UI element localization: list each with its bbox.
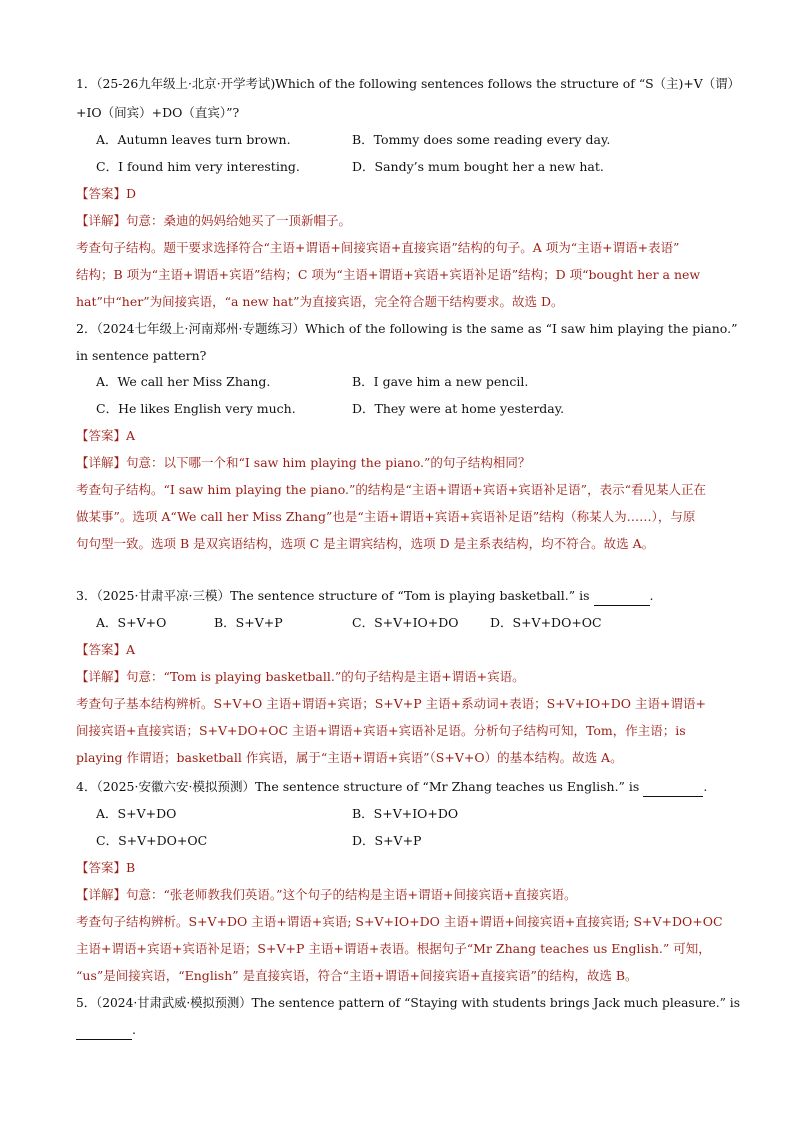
question-3-option-d: D．S+V+DO+OC bbox=[490, 615, 602, 630]
question-1-option-d: D．Sandy’s mum bought her a new hat. bbox=[352, 159, 604, 174]
question-3-option-a: A．S+V+O bbox=[96, 615, 167, 630]
question-5-stem: 5．（2024·甘肃武威·模拟预测）The sentence pattern of “Staying with students brings Jack much pleasure.” is bbox=[76, 995, 740, 1010]
question-4-detail-line: 考查句子结构辨析。S+V+DO 主语+谓语+宾语; S+V+IO+DO 主语+谓语+间接宾语+直接宾语; S+V+DO+OC bbox=[76, 914, 723, 929]
question-3-detail-heading: 【详解】句意：“Tom is playing basketball.”的句子结构是主语+谓语+宾语。 bbox=[76, 669, 525, 684]
question-4-stem bbox=[76, 778, 707, 797]
question-1-detail-line: 结构；B 项为“主语+谓语+宾语”结构；C 项为“主语+谓语+宾语+宾语补足语”结构；D 项“bought her a new bbox=[76, 267, 701, 282]
question-2-option-b: B．I gave him a new pencil. bbox=[352, 374, 529, 389]
question-1-detail-line: hat”中“her”为间接宾语，“a new hat”为直接宾语，完全符合题干结构要求。故选 D。 bbox=[76, 294, 564, 309]
question-5-stem-cont bbox=[76, 1021, 136, 1040]
answer-blank bbox=[594, 587, 650, 606]
answer-blank bbox=[643, 778, 703, 797]
question-5-stem-end: . bbox=[132, 1022, 136, 1037]
question-2-stem: 2．（2024七年级上·河南郑州·专题练习）Which of the following is the same as “I saw him playing the piano.” bbox=[76, 321, 738, 336]
question-2-detail-heading: 【详解】句意：以下哪一个和“I saw him playing the piano.”的句子结构相同？ bbox=[76, 455, 531, 470]
question-3-detail-line: 间接宾语+直接宾语；S+V+DO+OC 主语+谓语+宾语+宾语补足语。分析句子结构可知，Tom，作主语；is bbox=[76, 723, 686, 738]
question-4-stem-end: . bbox=[703, 779, 708, 794]
question-4-option-d: D．S+V+P bbox=[352, 833, 422, 848]
question-1-stem-cont: +IO（间宾）+DO（直宾）”? bbox=[76, 105, 240, 120]
question-4-detail-line: “us”是间接宾语，“English” 是直接宾语，符合“主语+谓语+间接宾语+直接宾语”的结构，故选 B。 bbox=[76, 968, 638, 983]
question-3-answer: 【答案】A bbox=[76, 642, 136, 657]
question-3-option-c: C．S+V+IO+DO bbox=[352, 615, 459, 630]
question-4-detail-line: 主语+谓语+宾语+宾语补足语；S+V+P 主语+谓语+表语。根据句子“Mr Zhang teaches us English.” 可知， bbox=[76, 941, 711, 956]
question-1-detail-line: 考查句子结构。题干要求选择符合“主语+谓语+间接宾语+直接宾语”结构的句子。A 项为“主语+谓语+表语” bbox=[76, 240, 680, 255]
question-2-detail-line: 句句型一致。选项 B 是双宾语结构，选项 C 是主谓宾结构，选项 D 是主系表结构，均不符合。故选 A。 bbox=[76, 536, 655, 551]
question-3-stem bbox=[76, 587, 654, 606]
question-4-stem-text: 4．（2025·安徽六安·模拟预测）The sentence structure of “Mr Zhang teaches us English.” is bbox=[76, 779, 640, 794]
question-3-stem-text: 3．（2025·甘肃平凉·三模）The sentence structure of “Tom is playing basketball.” is bbox=[76, 588, 590, 603]
question-4-answer: 【答案】B bbox=[76, 860, 136, 875]
question-1-detail-heading: 【详解】句意：桑迪的妈妈给她买了一顶新帽子。 bbox=[76, 213, 352, 228]
question-3-option-b: B．S+V+P bbox=[214, 615, 283, 630]
question-2-option-c: C．He likes English very much. bbox=[96, 401, 296, 416]
question-1-option-c: C．I found him very interesting. bbox=[96, 159, 300, 174]
question-1-stem: 1．（25-26九年级上·北京·开学考试)Which of the following sentences follows the structure of “S（主)+V（谓） bbox=[76, 76, 740, 91]
question-3-detail-line: 考查句子基本结构辨析。S+V+O 主语+谓语+宾语；S+V+P 主语+系动词+表语；S+V+IO+DO 主语+谓语+ bbox=[76, 696, 706, 711]
question-2-answer: 【答案】A bbox=[76, 428, 136, 443]
question-1-option-b: B．Tommy does some reading every day. bbox=[352, 132, 611, 147]
question-1-option-a: A．Autumn leaves turn brown. bbox=[96, 132, 291, 147]
question-4-option-c: C．S+V+DO+OC bbox=[96, 833, 208, 848]
answer-blank bbox=[76, 1021, 132, 1040]
question-3-detail-line: playing 作谓语；basketball 作宾语，属于“主语+谓语+宾语”（S+V+O）的基本结构。故选 A。 bbox=[76, 750, 623, 765]
question-2-option-a: A．We call her Miss Zhang. bbox=[96, 374, 271, 389]
question-2-stem-cont: in sentence pattern? bbox=[76, 348, 207, 363]
question-4-option-b: B．S+V+IO+DO bbox=[352, 806, 459, 821]
question-1-answer: 【答案】D bbox=[76, 186, 137, 201]
question-2-detail-line: 做某事”。选项 A“We call her Miss Zhang”也是“主语+谓语+宾语+宾语补足语”结构（称某人为……），与原 bbox=[76, 509, 696, 524]
question-2-detail-line: 考查句子结构。“I saw him playing the piano.”的结构是“主语+谓语+宾语+宾语补足语”，表示“看见某人正在 bbox=[76, 482, 706, 497]
question-4-option-a: A．S+V+DO bbox=[96, 806, 177, 821]
question-3-stem-end: . bbox=[649, 588, 654, 603]
question-4-detail-heading: 【详解】句意：“张老师教我们英语。”这个句子的结构是主语+谓语+间接宾语+直接宾语。 bbox=[76, 887, 577, 902]
question-2-option-d: D．They were at home yesterday. bbox=[352, 401, 565, 416]
